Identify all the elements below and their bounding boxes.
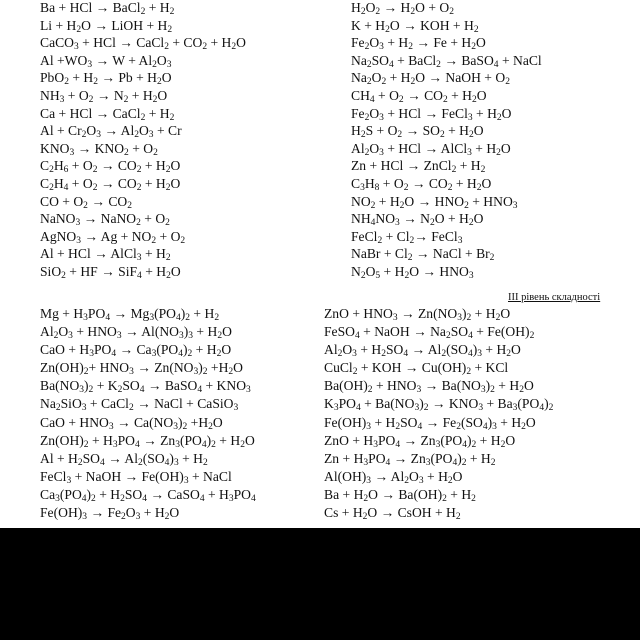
equation-line: $PbO_2 + H_2 \to Pb + H_2O$	[40, 70, 172, 88]
equation-line: $Fe_2O_3$ + HCl → FeCl$_3$ + $H_2O$	[351, 105, 512, 123]
equation-line: $Na_2SiO_3$ + CaCl$_2$ → NaCl + CaSiO$_3$	[40, 396, 239, 414]
equation-line: ZnO + $HNO_3 \to Zn(NO_3)_2 + H_2O$	[324, 306, 511, 323]
equation-line: $Cs + H_2O$ → CsOH + $H_2$	[324, 505, 461, 523]
equation-line: $Al +WO_3 \to W + Al_2O_3$	[40, 52, 172, 70]
equation-list-bottom-left	[40, 305, 256, 522]
equation-line: $Na_2O_2 + H_2O$ → NaOH + $O_2$	[351, 70, 510, 88]
equation-line: $NH_4NO_3 \to N_2O + H_2O$	[351, 211, 484, 229]
equation-line: $Al + H_2SO_4 \to Al_2(SO_4)_3 + H_2$	[40, 450, 208, 468]
equation-line: $K_3PO_4 + Ba(NO_3)_2 \to KNO_3 + Ba_3(PO_4)_2$	[324, 396, 554, 414]
equation-line: CaO + $HNO_3 \to Ca(NO_3)_2 +H_2O$	[40, 414, 223, 432]
equation-line: $CH_4 + O_2 \to CO_2 + H_2O$	[351, 87, 487, 105]
equation-line: SiO$_2$ + HF → $SiF_4 + H_2O$	[40, 263, 181, 281]
equation-line: AgNO$_3$ → $Ag + NO_2 + O_2$	[40, 228, 186, 246]
equation-line: $Zn(OH)_2+ HNO_3 \to Zn(NO_3)_2 +H_2O$	[40, 360, 243, 378]
equation-list-bottom-right	[324, 305, 553, 522]
equation-list-top-left	[40, 0, 246, 281]
equation-line: $C_2H_6 + O_2 \to CO_2 + H_2O$	[40, 158, 181, 176]
equation-line: Ba + HCl → BaCl$_2$ + $H_2$	[40, 0, 175, 17]
equation-line: $H_2O_2 \to H_2O + O_2$	[351, 0, 454, 17]
equation-line: $KNO_3 \to KNO_2 + O_2$	[40, 140, 158, 158]
equation-line: $Al(OH)_3 \to Al_2O_3 + H_2O$	[324, 468, 463, 486]
equation-line: NaBr + $Cl_2$ → NaCl + $Br_2$	[351, 246, 495, 264]
equation-line: FeSO$_4$ + NaOH → $Na_2SO_4 + Fe(OH)_2$	[324, 324, 535, 342]
equation-line: $C_2H_4 + O_2 \to CO_2 + H_2O$	[40, 175, 181, 193]
equation-line: $K + H_2O$ → KOH + $H_2$	[351, 17, 479, 35]
equation-line: $Ba(NO_3)_2 + K_2SO_4$ → BaSO$_4$ + $KNO_3$	[40, 378, 251, 396]
equation-line: $Zn + H_3PO_4 \to Zn_3(PO_4)_2 + H_2$	[324, 450, 496, 468]
equation-line: $C_3H_8 + O_2 \to CO_2 + H_2O$	[351, 175, 492, 193]
equation-line: FeCl$_2$ + $Cl_2\to$ FeCl$_3$	[351, 228, 463, 246]
equation-line: $NH_3 + O_2 \to N_2 + H_2O$	[40, 87, 168, 105]
equation-line: CO + $O_2 \to CO_2$	[40, 193, 132, 211]
equation-line: $Al + Cr_2O_3 \to Al_2O_3 + Cr$	[40, 123, 182, 141]
equation-line: NaNO$_3$ → NaNO$_2$ + $O_2$	[40, 211, 170, 229]
equation-line: $Ba + H_2O \to Ba(OH)_2 + H_2$	[324, 486, 476, 504]
equation-line: $H_2S + O_2 \to SO_2 + H_2O$	[351, 123, 484, 141]
equation-line: $Ca_3(PO_4)_2 + H_2SO_4$ → CaSO$_4$ + $H_3PO_4$	[40, 486, 256, 504]
equation-line: Al + HCl → AlCl$_3$ + $H_2$	[40, 246, 171, 264]
equation-line: $Al_2O_3 + HNO_3 \to Al(NO_3)_3 + H_2O$	[40, 324, 232, 342]
equation-line: CuCl$_2$ + KOH → $Cu(OH)_2$ + KCl	[324, 360, 509, 378]
equation-line: Ca + HCl → CaCl$_2$ + $H_2$	[40, 105, 175, 123]
equation-line: $Mg + H_3PO_4 \to Mg_3(PO_4)_2 + H_2$	[40, 306, 220, 323]
equation-line: CaO + $H_3PO_4 \to Ca_3(PO_4)_2 + H_2O$	[40, 342, 232, 360]
equation-line: ZnO + $H_3PO_4 \to Zn_3(PO_4)_2 + H_2O$	[324, 432, 516, 450]
equation-line: $Na_2SO_4$ + BaCl$_2$ → BaSO$_4$ + NaCl	[351, 52, 542, 70]
difficulty-level-heading: III рівень складності	[508, 292, 601, 303]
equation-line: CaCO$_3$ + HCl → CaCl$_2$ + $CO_2 + H_2O$	[40, 35, 246, 53]
equation-line: $Al_2O_3$ + HCl → AlCl$_3$ + $H_2O$	[351, 140, 511, 158]
equation-line: $Li + H_2O$ → LiOH + $H_2$	[40, 17, 173, 35]
equation-line: $NO_2 + H_2O \to HNO_2 + HNO_3$	[351, 193, 518, 211]
equation-line: $Al_2O_3 + H_2SO_4 \to Al_2(SO_4)_3 + H_2O$	[324, 342, 521, 360]
equation-line: $N_2O_5 + H_2O \to HNO_3$	[351, 263, 474, 281]
equation-list-top-right	[351, 0, 542, 281]
equation-line: $Fe_2O_3 + H_2 \to Fe + H_2O$	[351, 35, 486, 53]
black-letterbox-area	[0, 528, 640, 640]
equation-line: Zn + HCl → ZnCl$_2$ + $H_2$	[351, 158, 486, 176]
equation-line: FeCl$_3$ + NaOH → $Fe(OH)_3$ + NaCl	[40, 468, 232, 486]
equation-line: $Zn(OH)_2 + H_3PO_4 \to Zn_3(PO_4)_2 + H_2O$	[40, 432, 255, 450]
equation-line: $Fe(OH)_3 \to Fe_2O_3 + H_2O$	[40, 505, 180, 523]
equation-line: $Ba(OH)_2 + HNO_3 \to Ba(NO_3)_2 + H_2O$	[324, 378, 534, 396]
equation-line: $Fe(OH)_3 + H_2SO_4 \to Fe_2(SO_4)_3 + H_2O$	[324, 414, 536, 432]
